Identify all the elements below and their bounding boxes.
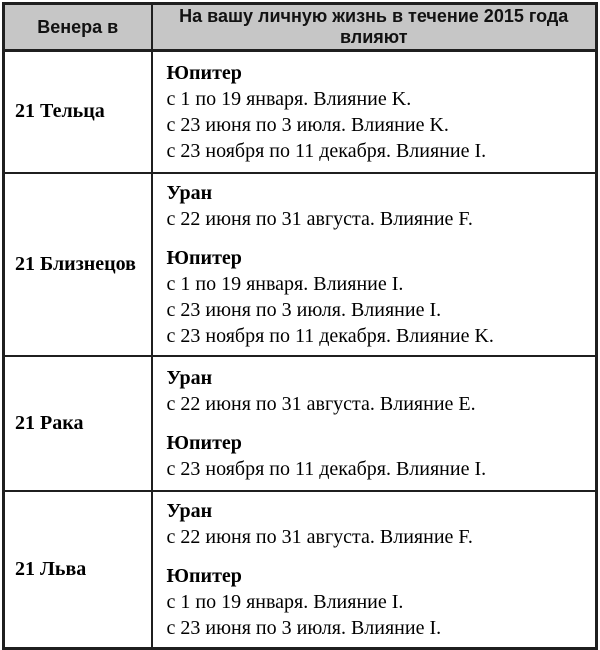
influence-line: с 1 по 19 января. Влияние I. [166, 272, 404, 295]
planet-block [167, 365, 588, 417]
planet-block [167, 245, 588, 349]
influence-line: с 22 июня по 31 августа. Влияние F. [166, 207, 473, 230]
influence-line: с 1 по 19 января. Влияние K. [166, 87, 412, 110]
influence-line: с 22 июня по 31 августа. Влияние F. [166, 525, 473, 548]
influence-line: с 1 по 19 января. Влияние I. [166, 590, 404, 613]
influence-cell [152, 51, 597, 173]
influence-line: с 23 июня по 3 июля. Влияние K. [166, 113, 449, 136]
sign-column-header: Венера в [4, 4, 152, 51]
influence-column-header: На вашу личную жизнь в течение 2015 года влияют [152, 4, 597, 51]
sign-cell: 21 Рака [4, 356, 152, 491]
influence-line: с 23 ноября по 11 декабря. Влияние I. [166, 457, 487, 480]
table-row [4, 173, 597, 356]
planet-block [167, 60, 588, 164]
planet-name: Уран [166, 181, 213, 204]
influence-cell [152, 173, 597, 356]
venus-influence-table [2, 2, 598, 650]
planet-block [167, 563, 588, 641]
influence-line: с 23 июня по 3 июля. Влияние I. [166, 298, 442, 321]
planet-name: Уран [166, 499, 213, 522]
planet-name: Уран [166, 366, 213, 389]
influence-line: с 23 ноября по 11 декабря. Влияние K. [166, 324, 494, 347]
planet-name: Юпитер [166, 431, 242, 454]
sign-cell: 21 Тельца [4, 51, 152, 173]
sign-cell: 21 Льва [4, 491, 152, 649]
planet-block [167, 498, 588, 550]
influence-cell [152, 356, 597, 491]
influence-line: с 23 ноября по 11 декабря. Влияние I. [166, 139, 487, 162]
influence-line: с 22 июня по 31 августа. Влияние E. [166, 392, 476, 415]
planet-block [167, 180, 588, 232]
planet-name: Юпитер [166, 61, 242, 84]
table-row [4, 491, 597, 649]
header-row [4, 4, 597, 51]
planet-name: Юпитер [166, 246, 242, 269]
table-row [4, 356, 597, 491]
influence-line: с 23 июня по 3 июля. Влияние I. [166, 616, 442, 639]
table-row [4, 51, 597, 173]
influence-cell [152, 491, 597, 649]
planet-name: Юпитер [166, 564, 242, 587]
sign-cell: 21 Близнецов [4, 173, 152, 356]
planet-block [167, 430, 588, 482]
